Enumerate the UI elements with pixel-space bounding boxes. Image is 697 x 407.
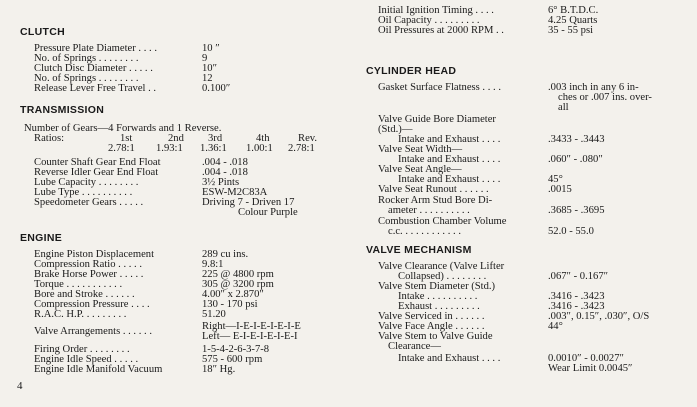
gasket-value-line: ches or .007 ins. over-: [558, 92, 652, 103]
clutch-row-value: 12: [202, 73, 213, 84]
top-row-label: Oil Capacity . . . . . . . . .: [378, 15, 480, 26]
top-row-label: Oil Pressures at 2000 RPM . .: [378, 25, 504, 36]
transmission-row-value: .004 - .018: [202, 167, 248, 178]
transmission-heading: TRANSMISSION: [20, 104, 105, 116]
transmission-row-value: 3½ Pints: [202, 177, 240, 188]
ratios-label: Ratios:: [34, 133, 65, 144]
gasket-value-line: .003 inch in any 6 in-: [548, 82, 639, 93]
speedometer-colour: Colour Purple: [238, 207, 298, 218]
engine-row-label: Engine Idle Manifold Vacuum: [34, 364, 163, 375]
valve-clearance-line: Valve Clearance (Valve Lifter: [378, 261, 505, 272]
transmission-row-label: Lube Capacity . . . . . . . .: [34, 177, 139, 188]
engine-row-label: Brake Horse Power . . . . .: [34, 269, 144, 280]
gasket-value-line: all: [558, 102, 569, 113]
clutch-row-value: 0.100″: [202, 83, 231, 94]
engine-row-value: 289 cu ins.: [202, 249, 249, 260]
exhaust-label: Exhaust . . . . . . . . .: [398, 301, 480, 312]
valve-serviced-label: Valve Serviced in . . . . . .: [378, 311, 485, 322]
top-row-label: Initial Ignition Timing . . . .: [378, 5, 494, 16]
valve-stem-guide-label: Intake and Exhaust . . . .: [398, 353, 501, 364]
engine-row-label: Compression Pressure . . . .: [34, 299, 150, 310]
engine-row-value: 9.8:1: [202, 259, 224, 270]
page-number: 4: [17, 380, 23, 392]
gasket-label: Gasket Surface Flatness . . . .: [378, 82, 501, 93]
engine-row-value: 4.00″ x 2.870″: [202, 289, 264, 300]
valve-stem-guide-line: Clearance—: [388, 341, 441, 352]
transmission-row-value: ESW-M2C83A: [202, 187, 268, 198]
valve-stem-guide-value: 0.0010″ - 0.0027″: [548, 353, 624, 364]
engine-row-label: Engine Idle Speed . . . . .: [34, 354, 139, 365]
top-row-value: 4.25 Quarts: [548, 15, 598, 26]
valve-arrangement-left: Left— E-I-E-I-E-I-E-I: [202, 331, 298, 342]
engine-row-value: 305 @ 3200 rpm: [202, 279, 274, 290]
ratio-value: 1.00:1: [246, 143, 273, 154]
ratio-header: Rev.: [298, 133, 318, 144]
ratio-value: 1.93:1: [156, 143, 183, 154]
engine-row-value: 575 - 600 rpm: [202, 354, 263, 365]
clutch-row-value: 10″: [202, 63, 218, 74]
engine-row-label: Firing Order . . . . . . . .: [34, 344, 130, 355]
clutch-row-value: 10 ″: [202, 43, 220, 54]
valve-mechanism-heading: VALVE MECHANISM: [366, 244, 472, 256]
gears-line: Number of Gears—4 Forwards and 1 Reverse.: [24, 123, 222, 134]
combustion-chamber-value: 52.0 - 55.0: [548, 226, 594, 237]
engine-row-value: 130 - 170 psi: [202, 299, 258, 310]
valve-seat-angle-value: 45°: [548, 174, 563, 185]
rocker-arm-label: ameter . . . . . . . . . .: [388, 205, 470, 216]
ratio-value: 2.78:1: [288, 143, 315, 154]
transmission-row-value: Driving 7 - Driven 17: [202, 197, 295, 208]
valve-seat-width-line: Valve Seat Width—: [378, 144, 463, 155]
engine-row-label: Torque . . . . . . . . . . .: [34, 279, 123, 290]
engine-heading: ENGINE: [20, 232, 63, 244]
ratio-header: 1st: [120, 133, 133, 144]
clutch-row-label: Pressure Plate Diameter . . . .: [34, 43, 157, 54]
clutch-heading: CLUTCH: [20, 26, 65, 38]
engine-row-label: Compression Ratio . . . . .: [34, 259, 142, 270]
valve-guide-bore-line: (Std.)—: [378, 124, 413, 135]
valve-seat-runout-value: .0015: [548, 184, 572, 195]
valve-seat-angle-line: Valve Seat Angle—: [378, 164, 462, 175]
engine-row-value: 225 @ 4800 rpm: [202, 269, 274, 280]
valve-seat-runout-label: Valve Seat Runout . . . . . .: [378, 184, 489, 195]
combustion-chamber-label: c.c. . . . . . . . . . . .: [388, 226, 461, 237]
valve-serviced-value: .003″, 0.15″, .030″, O/S: [548, 311, 650, 322]
engine-row-value: 51.20: [202, 309, 226, 320]
top-row-value: 35 - 55 psi: [548, 25, 594, 36]
transmission-row-label: Lube Type . . . . . . . . . .: [34, 187, 133, 198]
ratio-header: 3rd: [208, 133, 223, 144]
valve-guide-bore-line: Valve Guide Bore Diameter: [378, 114, 496, 125]
cylinder-head-heading: CYLINDER HEAD: [366, 65, 457, 77]
clutch-row-label: Release Lever Free Travel . .: [34, 83, 157, 94]
valve-arrangement-right: Right—I-E-I-E-I-E-I-E: [202, 321, 301, 332]
valve-seat-angle-label: Intake and Exhaust . . . .: [398, 174, 501, 185]
clutch-row-label: No. of Springs . . . . . . . .: [34, 73, 139, 84]
transmission-row-label: Speedometer Gears . . . . .: [34, 197, 144, 208]
combustion-chamber-line: Combustion Chamber Volume: [378, 216, 507, 227]
transmission-row-label: Counter Shaft Gear End Float: [34, 157, 161, 168]
clutch-row-value: 9: [202, 53, 208, 64]
engine-row-value: 18″ Hg.: [202, 364, 236, 375]
ratio-value: 1.36:1: [200, 143, 227, 154]
intake-value: .3416 - .3423: [548, 291, 605, 302]
valve-guide-bore-value: .3433 - .3443: [548, 134, 605, 145]
valve-clearance-value: .067″ - 0.167″: [548, 271, 609, 282]
ratio-value: 2.78:1: [108, 143, 135, 154]
transmission-row-value: .004 - .018: [202, 157, 248, 168]
rocker-arm-value: .3685 - .3695: [548, 205, 605, 216]
clutch-row-label: No. of Springs . . . . . . . .: [34, 53, 139, 64]
valve-arrangements-label: Valve Arrangements . . . . . .: [34, 326, 152, 337]
engine-row-label: Engine Piston Displacement: [34, 249, 155, 260]
ratio-header: 2nd: [168, 133, 184, 144]
engine-row-value: 1-5-4-2-6-3-7-8: [202, 344, 270, 355]
wear-limit-value: Wear Limit 0.0045″: [548, 363, 633, 374]
valve-face-angle-value: 44°: [548, 321, 563, 332]
rocker-arm-line: Rocker Arm Stud Bore Di-: [378, 195, 493, 206]
valve-guide-bore-label: Intake and Exhaust . . . .: [398, 134, 501, 145]
valve-stem-guide-line: Valve Stem to Valve Guide: [378, 331, 493, 342]
valve-seat-width-value: .060″ - .080″: [548, 154, 603, 165]
clutch-row-label: Clutch Disc Diameter . . . . .: [34, 63, 153, 74]
ratio-header: 4th: [256, 133, 270, 144]
valve-stem-diameter-line: Valve Stem Diameter (Std.): [378, 281, 496, 292]
intake-label: Intake . . . . . . . . . .: [398, 291, 478, 302]
engine-row-label: R.A.C. H.P. . . . . . . . .: [34, 309, 127, 320]
exhaust-value: .3416 - .3423: [548, 301, 605, 312]
transmission-row-label: Reverse Idler Gear End Float: [34, 167, 159, 178]
engine-row-label: Bore and Stroke . . . . . .: [34, 289, 135, 300]
top-row-value: 6° B.T.D.C.: [548, 5, 599, 16]
valve-clearance-label: Collapsed) . . . . . . . .: [398, 271, 487, 282]
valve-seat-width-label: Intake and Exhaust . . . .: [398, 154, 501, 165]
valve-face-angle-label: Valve Face Angle . . . . . .: [378, 321, 485, 332]
